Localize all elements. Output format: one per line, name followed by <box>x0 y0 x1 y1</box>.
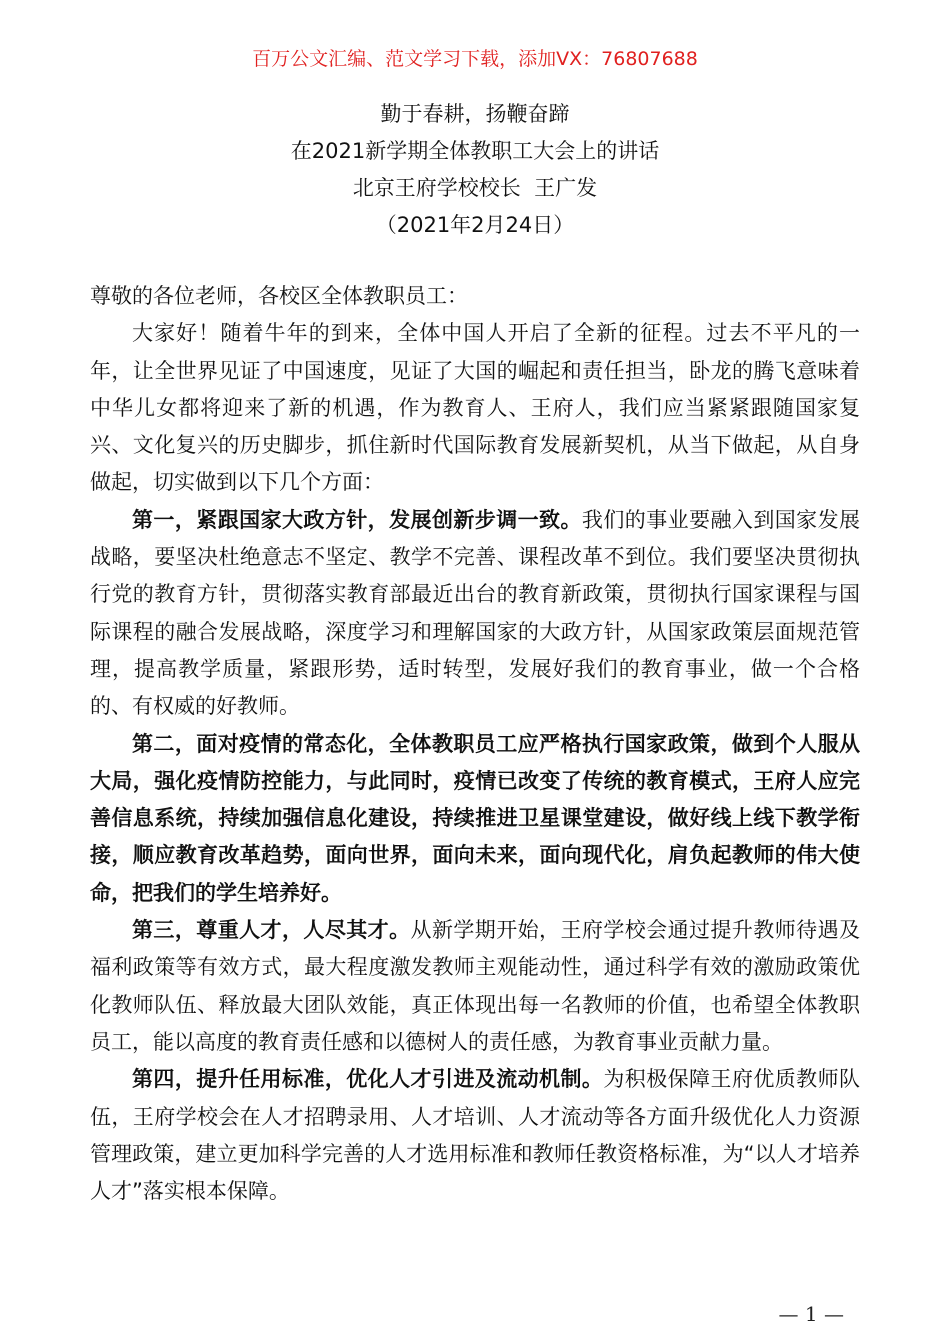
point-three-text: 从新学期开始，王府学校会通过提升教师待遇及福利政策等有效方式，最大程度激发教师主观能动性，通过科学有效的激励政策优化教师队伍、释放最大团队效能，真正体现出每一名教师的价值，也希望全体教职员工，能以高度的教育责任感和以德树人的责任感，为教育事业贡献力量。 <box>90 918 860 1054</box>
point-two-paragraph <box>90 726 860 912</box>
point-three-heading: 第三，尊重人才，人尽其才。 <box>132 918 411 943</box>
speech-subtitle: 在2021新学期全体教职工大会上的讲话 <box>290 139 660 163</box>
point-three-paragraph <box>90 912 860 1061</box>
salutation: 尊敬的各位老师，各校区全体教职员工： <box>90 284 468 308</box>
title-block <box>0 96 950 244</box>
point-four-text: 为积极保障王府优质教师队伍，王府学校会在人才招聘录用、人才培训、人才流动等各方面升级优化人力资源管理政策，建立更加科学完善的人才选用标准和教师任教资格标准，为“以人才培养人才”落实根本保障。 <box>90 1067 861 1204</box>
page-number: — 1 — <box>778 1302 844 1326</box>
speech-date: （2021年2月24日） <box>375 213 575 237</box>
point-four-paragraph <box>90 1061 860 1210</box>
point-one-paragraph <box>90 502 860 726</box>
speech-author: 北京王府学校校长 王广发 <box>352 176 598 200</box>
point-one-heading: 第一，紧跟国家大政方针，发展创新步调一致。 <box>132 507 582 532</box>
speech-title: 勤于春耕，扬鞭奋蹄 <box>380 102 570 126</box>
point-two-heading: 第二，面对疫情的常态化，全体教职员工应严格执行国家政策，做到个人服从大局，强化疫情防控能力，与此同时，疫情已改变了传统的教育模式，王府人应完善信息系统，持续加强信息化建设，持续推进卫星课堂建设，做好线上线下教学衔接，顺应教育改革趋势，面向世界，面向未来，面向现代化，肩负起教师的伟大使命，把我们的学生培养好。 <box>90 731 860 905</box>
point-four-heading: 第四，提升任用标准，优化人才引进及流动机制。 <box>132 1067 604 1092</box>
header-watermark-note: 百万公文汇编、范文学习下载，添加VX：76807688 <box>252 48 698 70</box>
speech-body <box>90 278 860 1210</box>
point-one-text: 我们的事业要融入到国家发展战略，要坚决杜绝意志不坚定、教学不完善、课程改革不到位。我们要坚决贯彻执行党的教育方针，贯彻落实教育部最近出台的教育新政策，贯彻执行国家课程与国际课程的融合发展战略，深度学习和理解国家的大政方针，从国家政策层面规范管理，提高教学质量，紧跟形势，适时转型，发展好我们的教育事业，做一个合格的、有权威的好教师。 <box>90 507 861 719</box>
intro-paragraph: 大家好！随着牛年的到来，全体中国人开启了全新的征程。过去不平凡的一年，让全世界见证了中国速度，见证了大国的崛起和责任担当，卧龙的腾飞意味着中华儿女都将迎来了新的机遇，作为教育人、王府人，我们应当紧紧跟随国家复兴、文化复兴的历史脚步，抓住新时代国际教育发展新契机，从当下做起，从自身做起，切实做到以下几个方面： <box>90 321 860 495</box>
